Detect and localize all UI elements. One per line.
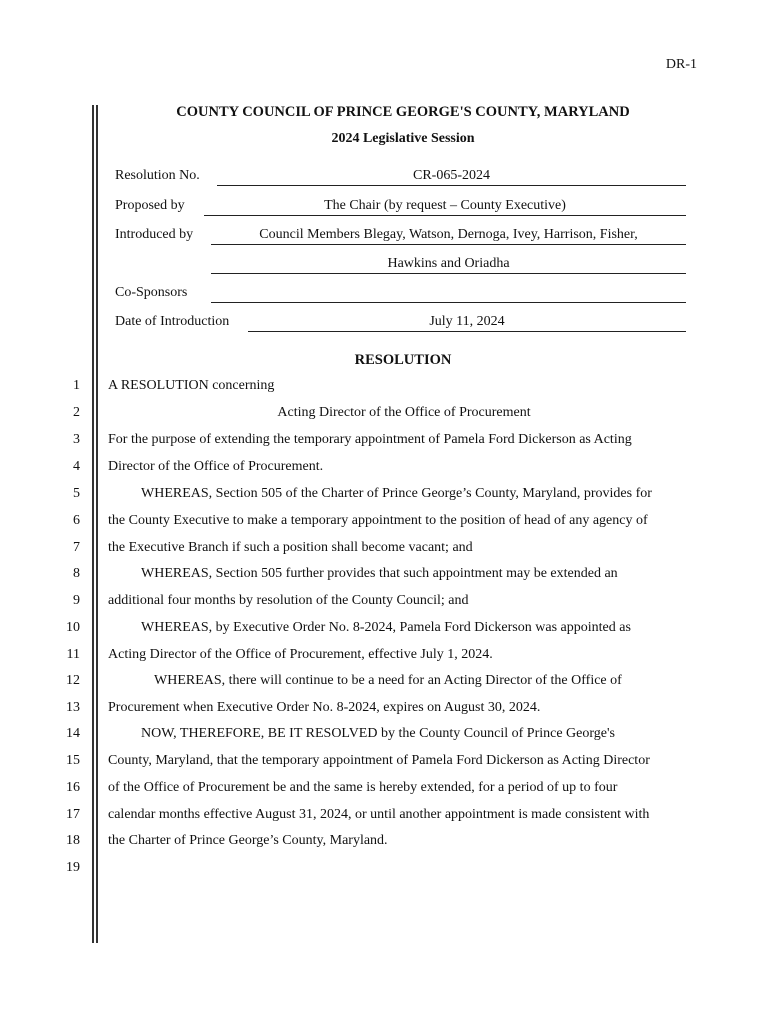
line-number: 3	[73, 432, 80, 447]
resolution-number-label: Resolution No.	[115, 168, 200, 183]
line-text: WHEREAS, by Executive Order No. 8-2024, Pamela Ford Dickerson was appointed as	[141, 620, 631, 635]
line-number: 12	[66, 673, 80, 688]
resolution-heading: RESOLUTION	[354, 352, 452, 368]
document-id: DR-1	[665, 57, 697, 72]
resolution-line-16	[66, 780, 700, 800]
resolution-line-15	[66, 753, 700, 773]
margin-rule-right	[96, 105, 98, 943]
line-number: 6	[73, 513, 80, 528]
line-text: the Executive Branch if such a position shall become vacant; and	[108, 540, 473, 555]
proposed-by-value: The Chair (by request – County Executive)	[204, 198, 686, 216]
introduced-by-row	[115, 227, 686, 247]
line-number: 16	[66, 780, 80, 795]
resolution-line-1	[73, 378, 700, 398]
resolution-line-9	[73, 593, 700, 613]
introduced-by-value-1: Council Members Blegay, Watson, Dernoga, Ivey, Harrison, Fisher,	[211, 227, 686, 245]
line-text: For the purpose of extending the temporary appointment of Pamela Ford Dickerson as Acting	[108, 432, 632, 447]
cosponsors-label: Co-Sponsors	[115, 285, 188, 300]
resolution-line-13	[66, 700, 700, 720]
proposed-by-label: Proposed by	[115, 198, 185, 213]
line-text: WHEREAS, Section 505 of the Charter of Prince George’s County, Maryland, provides for	[141, 486, 652, 501]
line-number: 8	[73, 566, 80, 581]
proposed-by-row	[115, 198, 686, 218]
line-number: 15	[66, 753, 80, 768]
introduced-by-label: Introduced by	[115, 227, 194, 242]
line-number: 14	[66, 726, 80, 741]
line-number: 18	[66, 833, 80, 848]
line-text: the Charter of Prince George’s County, Maryland.	[108, 833, 388, 848]
resolution-line-4	[73, 459, 700, 479]
resolution-line-10	[66, 620, 700, 640]
line-number: 4	[73, 459, 80, 474]
line-number: 7	[73, 540, 80, 555]
line-text: NOW, THEREFORE, BE IT RESOLVED by the County Council of Prince George's	[141, 726, 615, 741]
line-text: Procurement when Executive Order No. 8-2024, expires on August 30, 2024.	[108, 700, 541, 715]
line-text: County, Maryland, that the temporary appointment of Pamela Ford Dickerson as Acting Director	[108, 753, 650, 768]
introduced-by-row-2	[115, 256, 686, 276]
line-text: of the Office of Procurement be and the same is hereby extended, for a period of up to four	[108, 780, 618, 795]
resolution-number-value: CR-065-2024	[217, 168, 686, 186]
margin-rule-left	[92, 105, 94, 943]
resolution-line-8	[73, 566, 700, 586]
resolution-line-5	[73, 486, 700, 506]
cosponsors-row	[115, 285, 686, 305]
resolution-line-3	[73, 432, 700, 452]
resolution-line-18	[66, 833, 700, 853]
resolution-line-6	[73, 513, 700, 533]
date-of-introduction-value: July 11, 2024	[248, 314, 686, 332]
resolution-number-row	[115, 168, 686, 188]
date-of-introduction-row	[115, 314, 686, 334]
line-text: Director of the Office of Procurement.	[108, 459, 324, 474]
resolution-line-19	[66, 860, 700, 880]
date-of-introduction-label: Date of Introduction	[115, 314, 230, 329]
legislative-session: 2024 Legislative Session	[331, 131, 475, 146]
introduced-by-value-2: Hawkins and Oriadha	[211, 256, 686, 274]
line-text: WHEREAS, there will continue to be a need for an Acting Director of the Office of	[154, 673, 622, 688]
line-number: 17	[66, 807, 80, 822]
line-text: calendar months effective August 31, 2024, or until another appointment is made consistent with	[108, 807, 650, 822]
line-text: A RESOLUTION concerning	[108, 378, 275, 393]
line-number: 9	[73, 593, 80, 608]
line-text: WHEREAS, Section 505 further provides that such appointment may be extended an	[141, 566, 618, 581]
resolution-line-2	[73, 405, 700, 425]
resolution-line-12	[66, 673, 700, 693]
line-number: 2	[73, 405, 80, 420]
line-number: 19	[66, 860, 80, 875]
line-text: additional four months by resolution of the County Council; and	[108, 593, 469, 608]
line-text: the County Executive to make a temporary appointment to the position of head of any agency of	[108, 513, 648, 528]
resolution-line-14	[66, 726, 700, 746]
council-title: COUNTY COUNCIL OF PRINCE GEORGE'S COUNTY, MARYLAND	[176, 104, 630, 120]
line-number: 1	[73, 378, 80, 393]
line-text: Acting Director of the Office of Procurement	[277, 405, 531, 420]
resolution-line-17	[66, 807, 700, 827]
line-number: 5	[73, 486, 80, 501]
line-number: 13	[66, 700, 80, 715]
line-number: 11	[66, 647, 80, 662]
resolution-line-11	[66, 647, 700, 667]
line-text: Acting Director of the Office of Procurement, effective July 1, 2024.	[108, 647, 493, 662]
cosponsors-value	[211, 285, 686, 303]
line-number: 10	[66, 620, 80, 635]
resolution-line-7	[73, 540, 700, 560]
